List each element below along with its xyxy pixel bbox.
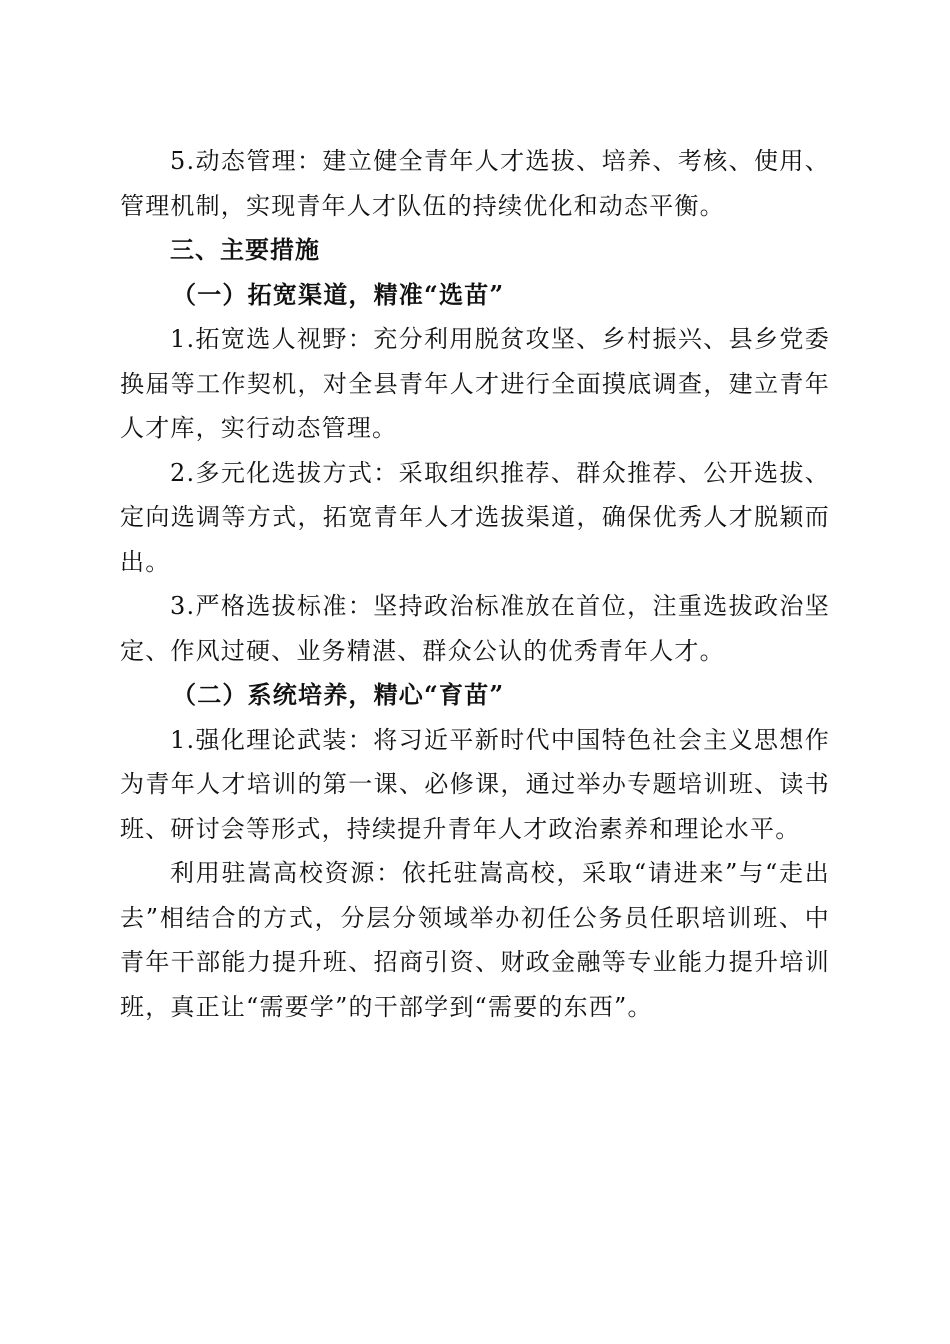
paragraph-dynamic-management: 5.动态管理：建立健全青年人才选拔、培养、考核、使用、管理机制，实现青年人才队伍的持续优化和动态平衡。	[120, 147, 830, 220]
subheading-cultivate-seedlings: （二）系统培养，精心“育苗”	[172, 680, 505, 709]
subheading-select-seedlings: （一）拓宽渠道，精准“选苗”	[172, 279, 505, 309]
paragraph-university-resources: 利用驻嵩高校资源：依托驻嵩高校，采取“请进来”与“走出去”相结合的方式，分层分领域举办初任公务员任职培训班、中青年干部能力提升班、招商引资、财政金融等专业能力提升培训班，真正让“需要学”的干部学到“需要的东西”。	[120, 859, 830, 1021]
document-body	[120, 139, 830, 1029]
paragraph-broaden-vision: 1.拓宽选人视野：充分利用脱贫攻坚、乡村振兴、县乡党委换届等工作契机，对全县青年人才进行全面摸底调查，建立青年人才库，实行动态管理。	[120, 325, 830, 442]
section-heading-main-measures: 三、主要措施	[170, 236, 320, 264]
paragraph-theory-arming: 1.强化理论武装：将习近平新时代中国特色社会主义思想作为青年人才培训的第一课、必修课，通过举办专题培训班、读书班、研讨会等形式，持续提升青年人才政治素养和理论水平。	[120, 725, 830, 843]
paragraph-strict-standards: 3.严格选拔标准：坚持政治标准放在首位，注重选拔政治坚定、作风过硬、业务精湛、群众公认的优秀青年人才。	[120, 592, 830, 665]
paragraph-diversified-selection: 2.多元化选拔方式：采取组织推荐、群众推荐、公开选拔、定向选调等方式，拓宽青年人才选拔渠道，确保优秀人才脱颖而出。	[120, 458, 830, 576]
